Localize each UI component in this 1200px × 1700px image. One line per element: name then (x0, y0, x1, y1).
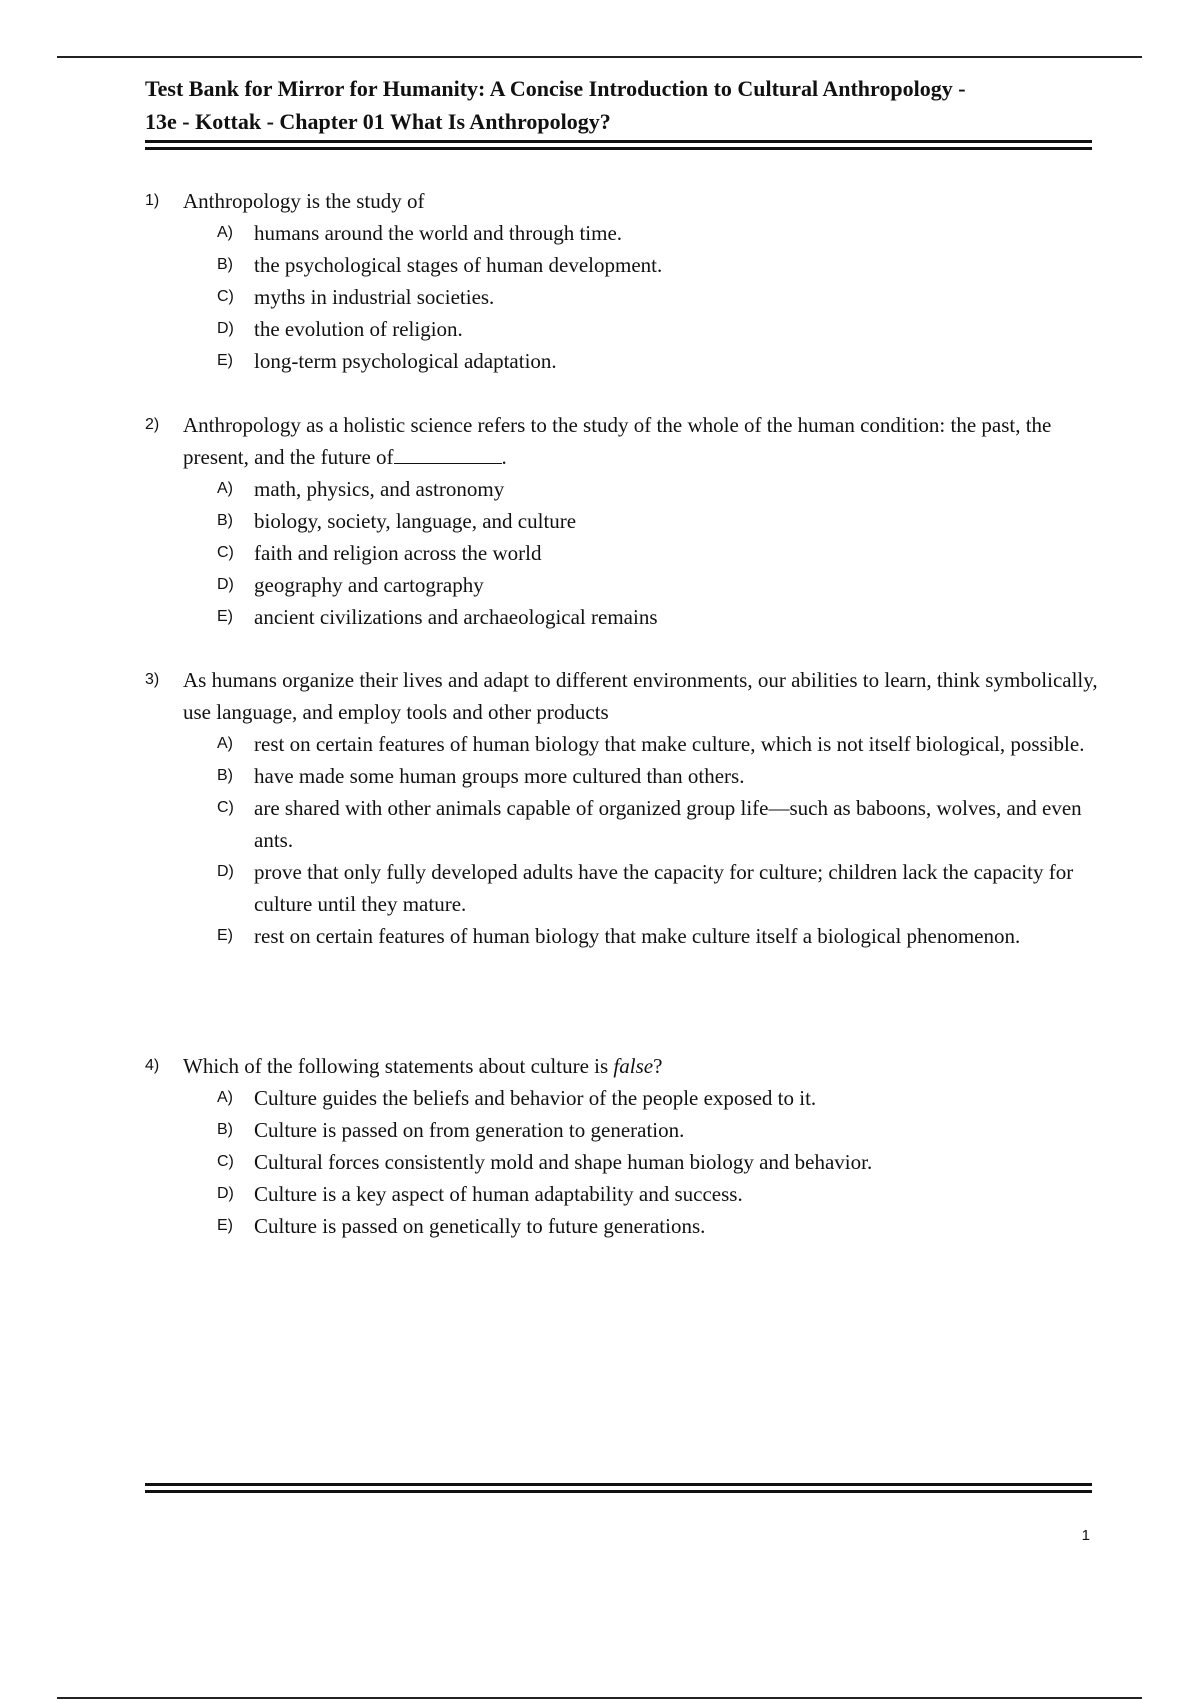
answer-option (145, 1210, 1105, 1242)
option-text: long-term psychological adaptation. (254, 349, 557, 373)
question-1 (145, 185, 1105, 377)
option-text: humans around the world and through time. (254, 221, 623, 245)
answer-options (145, 217, 1105, 377)
option-letter: C) (217, 544, 234, 561)
answer-option (145, 473, 1105, 505)
answer-option (145, 601, 1105, 633)
option-letter: B) (217, 512, 233, 529)
question-stem-end: ? (653, 1054, 663, 1078)
title-line-1: Test Bank for Mirror for Humanity: A Concise Introduction to Cultural Anthropology - (145, 76, 966, 101)
option-letter: D) (217, 863, 234, 880)
option-text: ancient civilizations and archaeological remains (254, 605, 658, 629)
answer-option (145, 249, 1105, 281)
header-double-rule (145, 140, 1092, 151)
page-top-rule (57, 56, 1142, 58)
answer-option (145, 569, 1105, 601)
answer-option (145, 792, 1105, 856)
title-line-2: 13e - Kottak - Chapter 01 What Is Anthropology? (145, 109, 611, 134)
option-letter: B) (217, 1121, 233, 1138)
answer-option (145, 1114, 1105, 1146)
answer-option (145, 313, 1105, 345)
option-text: Cultural forces consistently mold and shape human biology and behavior. (254, 1150, 873, 1174)
option-text: the evolution of religion. (254, 317, 463, 341)
option-text: are shared with other animals capable of organized group life—such as baboons, wolves, and even ants. (254, 796, 1082, 852)
document-title (145, 72, 1105, 138)
answer-option (145, 728, 1105, 760)
option-letter: D) (217, 576, 234, 593)
option-letter: B) (217, 767, 233, 784)
question-stem (183, 1050, 1105, 1082)
question-3 (145, 664, 1105, 952)
option-letter: D) (217, 320, 234, 337)
question-stem: Anthropology is the study of (183, 189, 425, 213)
option-letter: E) (217, 608, 233, 625)
option-letter: E) (217, 1217, 233, 1234)
option-letter: D) (217, 1185, 234, 1202)
question-stem (183, 409, 1105, 473)
option-text: rest on certain features of human biology that make culture, which is not itself biological, possible. (254, 732, 1085, 756)
option-text: Culture is passed on genetically to future generations. (254, 1214, 706, 1238)
option-text: Culture guides the beliefs and behavior of the people exposed to it. (254, 1086, 817, 1110)
option-text: prove that only fully developed adults have the capacity for culture; children lack the capacity for culture until they mature. (254, 860, 1074, 916)
question-stem-end: . (501, 445, 507, 469)
option-letter: C) (217, 799, 234, 816)
option-text: math, physics, and astronomy (254, 477, 505, 501)
question-number: 3) (145, 671, 160, 688)
answer-option (145, 217, 1105, 249)
answer-options (145, 1082, 1105, 1242)
answer-options (145, 728, 1105, 952)
option-letter: E) (217, 927, 233, 944)
option-letter: A) (217, 735, 233, 752)
question-stem: As humans organize their lives and adapt to different environments, our abilities to learn, think symbolically, use language, and employ tools and other products (183, 668, 1098, 724)
option-text: biology, society, language, and culture (254, 509, 577, 533)
footer-double-rule (145, 1483, 1092, 1494)
question-number: 1) (145, 192, 160, 209)
answer-options (145, 473, 1105, 633)
option-text: Culture is passed on from generation to generation. (254, 1118, 685, 1142)
page-bottom-rule (57, 1697, 1142, 1699)
answer-option (145, 1082, 1105, 1114)
option-text: geography and cartography (254, 573, 484, 597)
option-letter: C) (217, 1153, 234, 1170)
answer-option (145, 760, 1105, 792)
answer-option (145, 920, 1105, 952)
option-text: myths in industrial societies. (254, 285, 495, 309)
answer-option (145, 1146, 1105, 1178)
question-number: 2) (145, 416, 160, 433)
option-text: rest on certain features of human biology that make culture itself a biological phenomenon. (254, 924, 1021, 948)
option-text: have made some human groups more cultured than others. (254, 764, 745, 788)
question-number: 4) (145, 1057, 160, 1074)
answer-option (145, 856, 1105, 920)
page-number: 1 (1081, 1527, 1090, 1544)
answer-option (145, 537, 1105, 569)
question-stem-text: Anthropology as a holistic science refers to the study of the whole of the human condition: the past, the present, and the future of (183, 413, 1052, 469)
option-letter: A) (217, 224, 233, 241)
option-letter: A) (217, 1089, 233, 1106)
question-stem-emphasis: false (613, 1054, 654, 1078)
answer-option (145, 281, 1105, 313)
option-letter: E) (217, 352, 233, 369)
option-letter: C) (217, 288, 234, 305)
fill-in-blank (394, 445, 502, 464)
question-4 (145, 1050, 1105, 1242)
option-text: Culture is a key aspect of human adaptability and success. (254, 1182, 743, 1206)
option-letter: B) (217, 256, 233, 273)
option-text: faith and religion across the world (254, 541, 542, 565)
answer-option (145, 1178, 1105, 1210)
answer-option (145, 505, 1105, 537)
option-text: the psychological stages of human development. (254, 253, 663, 277)
answer-option (145, 345, 1105, 377)
question-2 (145, 409, 1105, 633)
question-stem-text: Which of the following statements about culture is (183, 1054, 609, 1078)
option-letter: A) (217, 480, 233, 497)
